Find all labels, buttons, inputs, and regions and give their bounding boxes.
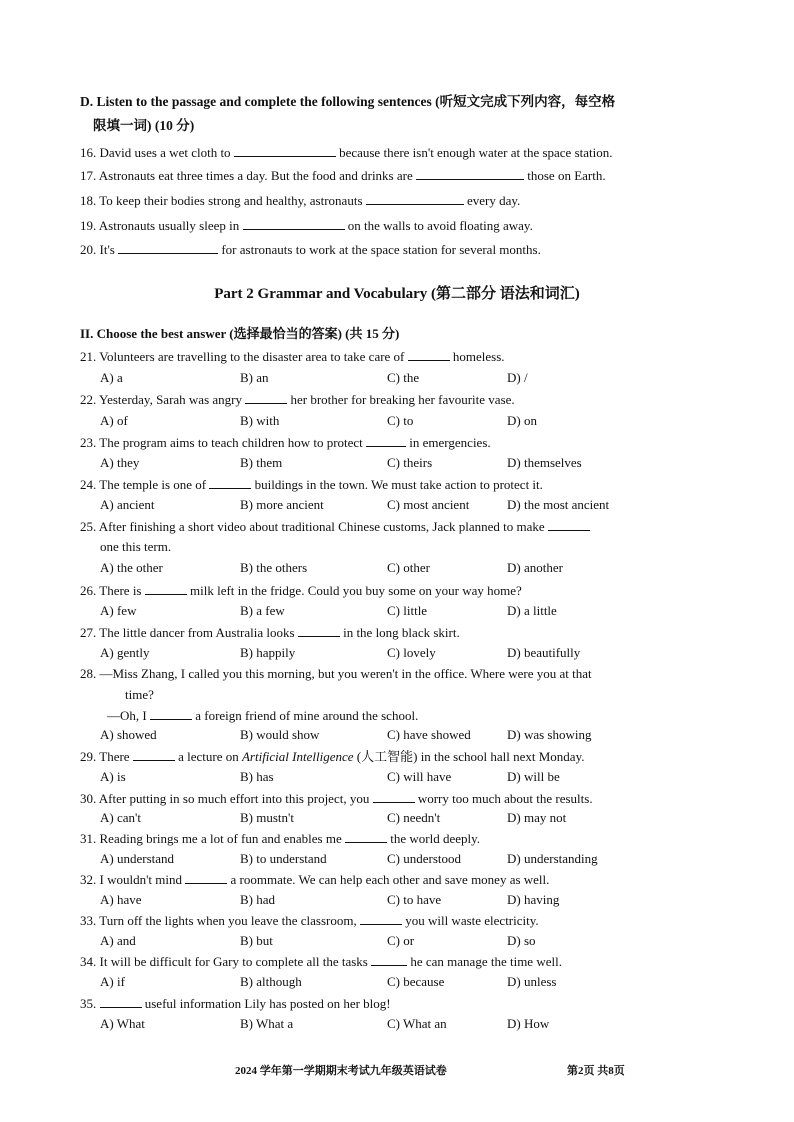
question-text: 17. Astronauts eat three times a day. But the food and drinks are <box>80 168 413 183</box>
question-text: 24. The temple is one of <box>80 477 207 492</box>
option-c[interactable]: C) to have <box>387 892 442 907</box>
question-text: he can manage the time well. <box>410 954 562 969</box>
option-d[interactable]: D) themselves <box>507 455 582 470</box>
option-c[interactable]: C) because <box>387 974 445 989</box>
question-33 <box>80 912 539 929</box>
question-19 <box>80 217 533 234</box>
option-a[interactable]: A) if <box>100 974 125 989</box>
question-28: 28. —Miss Zhang, I called you this morning, but you weren't in the office. Where were you at that <box>80 666 592 681</box>
question-text: homeless. <box>452 349 505 364</box>
question-29 <box>80 748 585 765</box>
option-a[interactable]: A) gently <box>100 645 150 660</box>
question-text: 21. Volunteers are travelling to the disaster area to take care of <box>80 349 405 364</box>
option-d[interactable]: D) the most ancient <box>507 497 610 512</box>
question-text: useful information Lily has posted on her blog! <box>144 996 391 1011</box>
option-a[interactable]: A) they <box>100 455 140 470</box>
question-30 <box>80 790 593 807</box>
option-a[interactable]: A) a <box>100 370 123 385</box>
question-text: 16. David uses a wet cloth to <box>80 145 231 160</box>
option-a[interactable]: A) What <box>100 1016 145 1031</box>
question-26 <box>80 582 522 599</box>
question-28-reply <box>107 707 418 724</box>
option-b[interactable]: B) has <box>240 769 274 784</box>
option-c[interactable]: C) or <box>387 933 415 948</box>
question-text: (人工智能) in the school hall next Monday. <box>356 749 585 764</box>
section-d-heading-line2: 限填一词) (10 分) <box>93 118 195 133</box>
question-text: a foreign friend of mine around the school. <box>195 708 419 723</box>
option-d[interactable]: D) beautifully <box>507 645 581 660</box>
question-17 <box>80 167 606 184</box>
option-d[interactable]: D) may not <box>507 810 567 825</box>
question-18 <box>80 192 520 209</box>
option-b[interactable]: B) more ancient <box>240 497 324 512</box>
option-b[interactable]: B) an <box>240 370 269 385</box>
answer-blank[interactable] <box>360 912 402 925</box>
question-20 <box>80 241 541 258</box>
option-b[interactable]: B) would show <box>240 727 320 742</box>
question-27 <box>80 624 460 641</box>
option-d[interactable]: D) unless <box>507 974 557 989</box>
answer-blank[interactable] <box>416 167 524 180</box>
option-c[interactable]: C) to <box>387 413 414 428</box>
option-b[interactable]: B) them <box>240 455 283 470</box>
answer-blank[interactable] <box>366 434 406 447</box>
option-a[interactable]: A) few <box>100 603 137 618</box>
question-text: 19. Astronauts usually sleep in <box>80 218 240 233</box>
question-text: 18. To keep their bodies strong and healthy, astronauts <box>80 193 363 208</box>
option-c[interactable]: C) the <box>387 370 420 385</box>
answer-blank[interactable] <box>118 241 218 254</box>
option-b[interactable]: B) a few <box>240 603 285 618</box>
question-text: the world deeply. <box>390 831 481 846</box>
option-a[interactable]: A) have <box>100 892 142 907</box>
question-text: buildings in the town. We must take action to protect it. <box>254 477 543 492</box>
question-16 <box>80 144 613 161</box>
section-d-heading-line1: D. Listen to the passage and complete the following sentences (听短文完成下列内容，每空格 <box>80 94 616 109</box>
question-text: in the long black skirt. <box>343 625 460 640</box>
question-text: 25. After finishing a short video about traditional Chinese customs, Jack planned to make <box>80 519 545 534</box>
question-text: 23. The program aims to teach children how to protect <box>80 435 363 450</box>
option-d[interactable]: D) so <box>507 933 536 948</box>
option-b[interactable]: B) with <box>240 413 280 428</box>
answer-blank[interactable] <box>209 476 251 489</box>
option-a[interactable]: A) ancient <box>100 497 155 512</box>
answer-blank[interactable] <box>243 217 345 230</box>
option-b[interactable]: B) What a <box>240 1016 294 1031</box>
answer-blank[interactable] <box>133 748 175 761</box>
answer-blank[interactable] <box>373 790 415 803</box>
option-b[interactable]: B) although <box>240 974 302 989</box>
question-22 <box>80 391 515 408</box>
option-a[interactable]: A) showed <box>100 727 157 742</box>
question-text: 32. I wouldn't mind <box>80 872 183 887</box>
answer-blank[interactable] <box>298 624 340 637</box>
option-c[interactable]: C) have showed <box>387 727 471 742</box>
answer-blank[interactable] <box>408 348 450 361</box>
question-34 <box>80 953 562 970</box>
option-c[interactable]: C) little <box>387 603 428 618</box>
option-c[interactable]: C) will have <box>387 769 452 784</box>
answer-blank[interactable] <box>100 995 142 1008</box>
question-text: you will waste electricity. <box>405 913 539 928</box>
question-text: her brother for breaking her favourite vase. <box>290 392 515 407</box>
option-a[interactable]: A) can't <box>100 810 141 825</box>
question-text: a lecture on <box>178 749 239 764</box>
answer-blank[interactable] <box>371 953 407 966</box>
question-text: every day. <box>467 193 521 208</box>
question-text: in emergencies. <box>409 435 491 450</box>
option-b[interactable]: B) but <box>240 933 273 948</box>
answer-blank[interactable] <box>185 871 227 884</box>
option-c[interactable]: C) other <box>387 560 430 575</box>
option-c[interactable]: C) most ancient <box>387 497 470 512</box>
option-b[interactable]: B) happily <box>240 645 296 660</box>
option-a[interactable]: A) is <box>100 769 126 784</box>
question-text: on the walls to avoid floating away. <box>347 218 533 233</box>
question-text: those on Earth. <box>527 168 606 183</box>
option-c[interactable]: C) What an <box>387 1016 447 1031</box>
question-25 <box>80 518 590 535</box>
answer-blank[interactable] <box>145 582 187 595</box>
question-32 <box>80 871 549 888</box>
option-d[interactable]: D) having <box>507 892 560 907</box>
answer-blank[interactable] <box>548 518 590 531</box>
question-text-italic: Artificial Intelligence <box>241 749 354 764</box>
question-text: 22. Yesterday, Sarah was angry <box>80 392 242 407</box>
question-text: 29. There <box>80 749 130 764</box>
option-c[interactable]: C) theirs <box>387 455 433 470</box>
option-a[interactable]: A) the other <box>100 560 163 575</box>
question-text: worry too much about the results. <box>417 791 593 806</box>
option-a[interactable]: A) and <box>100 933 136 948</box>
option-a[interactable]: A) understand <box>100 851 175 866</box>
answer-blank[interactable] <box>234 144 336 157</box>
question-24 <box>80 476 543 493</box>
question-text: 31. Reading brings me a lot of fun and enables me <box>80 831 342 846</box>
question-text: because there isn't enough water at the space station. <box>339 145 613 160</box>
question-text: 27. The little dancer from Australia looks <box>80 625 295 640</box>
option-d[interactable]: D) / <box>507 370 528 385</box>
option-d[interactable]: D) on <box>507 413 537 428</box>
question-text: 30. After putting in so much effort into this project, you <box>80 791 370 806</box>
part-title: Part 2 Grammar and Vocabulary (第二部分 语法和词汇) <box>214 286 580 302</box>
option-c[interactable]: C) understood <box>387 851 462 866</box>
question-text: 34. It will be difficult for Gary to complete all the tasks <box>80 954 368 969</box>
answer-blank[interactable] <box>345 830 387 843</box>
footer-exam-title: 2024 学年第一学期期末考试九年级英语试卷 <box>235 1065 447 1077</box>
question-31 <box>80 830 480 847</box>
question-25-cont: one this term. <box>100 539 172 554</box>
question-text: 33. Turn off the lights when you leave the classroom, <box>80 913 357 928</box>
option-d[interactable]: D) understanding <box>507 851 598 866</box>
option-d[interactable]: D) How <box>507 1016 550 1031</box>
option-d[interactable]: D) was showing <box>507 727 592 742</box>
option-b[interactable]: B) mustn't <box>240 810 294 825</box>
option-b[interactable]: B) the others <box>240 560 308 575</box>
option-d[interactable]: D) another <box>507 560 563 575</box>
option-c[interactable]: C) lovely <box>387 645 436 660</box>
option-c[interactable]: C) needn't <box>387 810 441 825</box>
option-a[interactable]: A) of <box>100 413 128 428</box>
question-text: milk left in the fridge. Could you buy some on your way home? <box>190 583 522 598</box>
section-ii-heading: II. Choose the best answer (选择最恰当的答案) (共 15 分) <box>80 326 400 341</box>
footer-page-number: 第2页 共8页 <box>567 1065 625 1077</box>
option-b[interactable]: B) to understand <box>240 851 327 866</box>
question-text: 26. There is <box>80 583 142 598</box>
question-text: 35. <box>80 996 97 1011</box>
answer-blank[interactable] <box>366 192 464 205</box>
option-b[interactable]: B) had <box>240 892 276 907</box>
question-28-cont: time? <box>125 687 154 702</box>
answer-blank[interactable] <box>245 391 287 404</box>
question-35 <box>80 995 391 1012</box>
option-d[interactable]: D) will be <box>507 769 560 784</box>
question-text: a roommate. We can help each other and save money as well. <box>230 872 550 887</box>
answer-blank[interactable] <box>150 707 192 720</box>
question-21 <box>80 348 505 365</box>
question-text: 20. It's <box>80 242 115 257</box>
question-text: for astronauts to work at the space station for several months. <box>221 242 541 257</box>
question-23 <box>80 434 491 451</box>
option-d[interactable]: D) a little <box>507 603 557 618</box>
question-text: —Oh, I <box>107 708 147 723</box>
